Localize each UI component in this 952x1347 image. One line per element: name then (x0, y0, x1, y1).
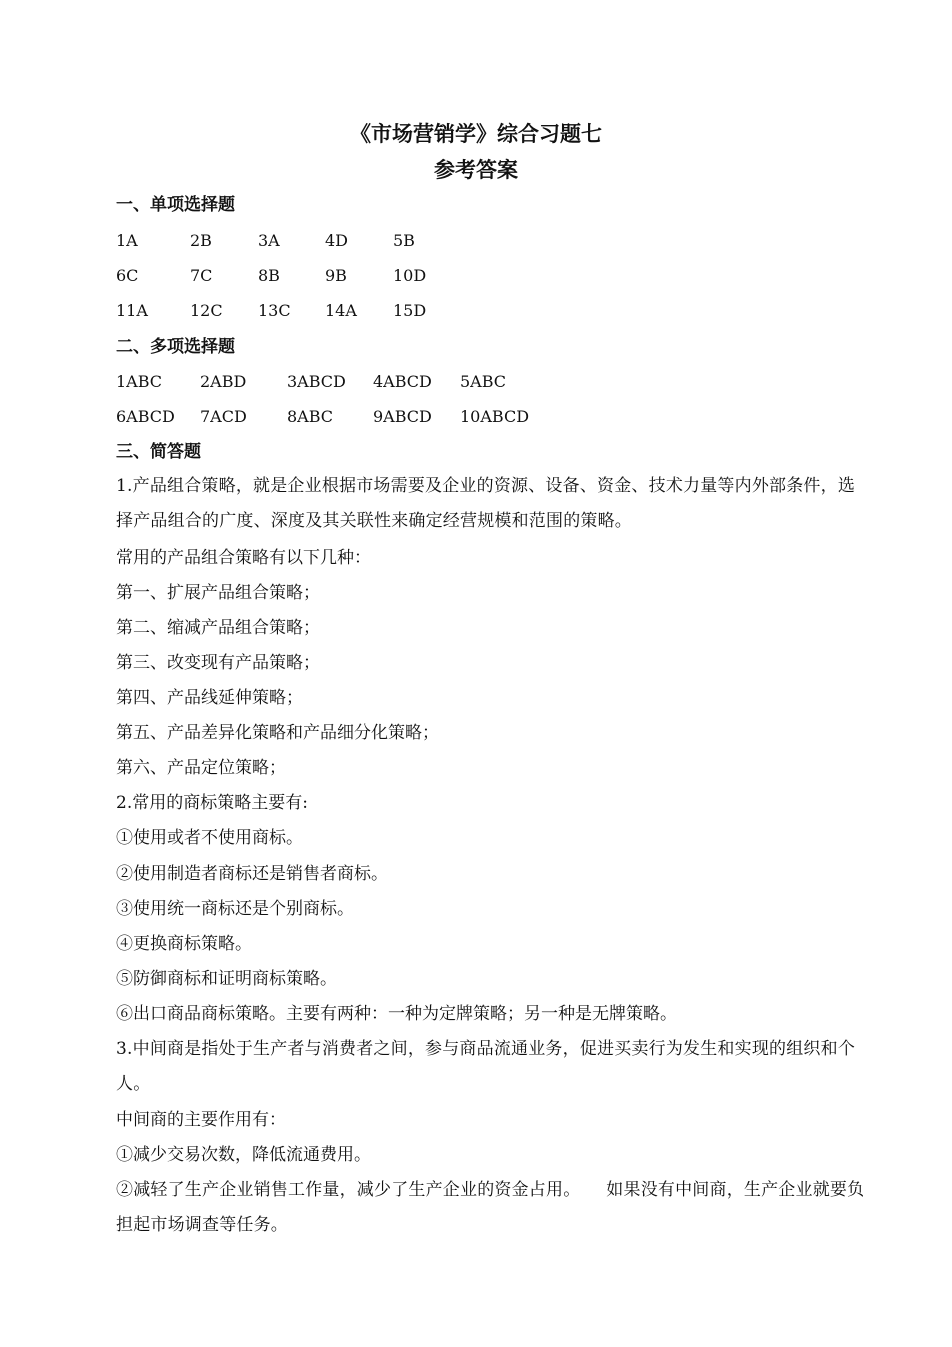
answer-cell: 8ABC (287, 407, 334, 426)
answer-3-paragraph: 3.中间商是指处于生产者与消费者之间，参与商品流通业务，促进买卖行为发生和实现的组织和个人。 (116, 1039, 856, 1095)
answer-cell: 14A (325, 301, 357, 320)
list-item: ⑥出口商品商标策略。主要有两种：一种为定牌策略；另一种是无牌策略。 (116, 1004, 677, 1024)
list-item: 第一、扩展产品组合策略； (116, 583, 320, 603)
document-subtitle: 参考答案 (434, 158, 518, 182)
list-item: ⑤防御商标和证明商标策略。 (116, 969, 337, 989)
answer-cell: 4ABCD (373, 372, 432, 391)
section-heading-multiple-choice: 二、多项选择题 (116, 337, 235, 357)
answer-cell: 8B (258, 266, 280, 285)
list-item: 第三、改变现有产品策略； (116, 653, 320, 673)
answer-cell: 13C (258, 301, 291, 320)
answer-cell: 9ABCD (373, 407, 432, 426)
answer-3-intro: 中间商的主要作用有： (116, 1110, 286, 1130)
answer-cell: 5B (393, 231, 415, 250)
answer-cell: 1A (116, 231, 138, 250)
answer-cell: 10ABCD (460, 407, 530, 426)
list-item: ②减轻了生产企业销售工作量，减少了生产企业的资金占用。 如果没有中间商，生产企业就要负担起市场调查等任务。 (116, 1180, 865, 1236)
answer-cell: 2B (190, 231, 212, 250)
section-heading-single-choice: 一、单项选择题 (116, 195, 235, 215)
list-item: 第四、产品线延伸策略； (116, 688, 303, 708)
section-heading-short-answer: 三、简答题 (116, 442, 201, 462)
answer-cell: 12C (190, 301, 223, 320)
answer-cell: 1ABC (116, 372, 163, 391)
answer-cell: 9B (325, 266, 347, 285)
answer-1-intro: 常用的产品组合策略有以下几种： (116, 548, 371, 568)
answer-1-paragraph: 1.产品组合策略，就是企业根据市场需要及企业的资源、设备、资金、技术力量等内外部条件，选择产品组合的广度、深度及其关联性来确定经营规模和范围的策略。 (116, 476, 856, 532)
answer-cell: 6C (116, 266, 139, 285)
list-item: ①减少交易次数，降低流通费用。 (116, 1145, 371, 1165)
list-item: 第六、产品定位策略； (116, 758, 286, 778)
answer-cell: 5ABC (460, 372, 507, 391)
answer-cell: 3A (258, 231, 280, 250)
answer-cell: 11A (116, 301, 148, 320)
answer-cell: 10D (393, 266, 427, 285)
answer-cell: 2ABD (200, 372, 247, 391)
list-item: 第五、产品差异化策略和产品细分化策略； (116, 723, 439, 743)
answer-cell: 15D (393, 301, 427, 320)
answer-cell: 7ACD (200, 407, 247, 426)
list-item: ①使用或者不使用商标。 (116, 828, 303, 848)
list-item: ②使用制造者商标还是销售者商标。 (116, 864, 388, 884)
list-item: ③使用统一商标还是个别商标。 (116, 899, 354, 919)
answer-cell: 6ABCD (116, 407, 175, 426)
list-item: ④更换商标策略。 (116, 934, 252, 954)
answer-2-intro: 2.常用的商标策略主要有: (116, 793, 308, 813)
answer-cell: 3ABCD (287, 372, 346, 391)
answer-cell: 4D (325, 231, 349, 250)
document-title: 《市场营销学》综合习题七 (350, 122, 602, 146)
answer-cell: 7C (190, 266, 213, 285)
list-item: 第二、缩减产品组合策略； (116, 618, 320, 638)
